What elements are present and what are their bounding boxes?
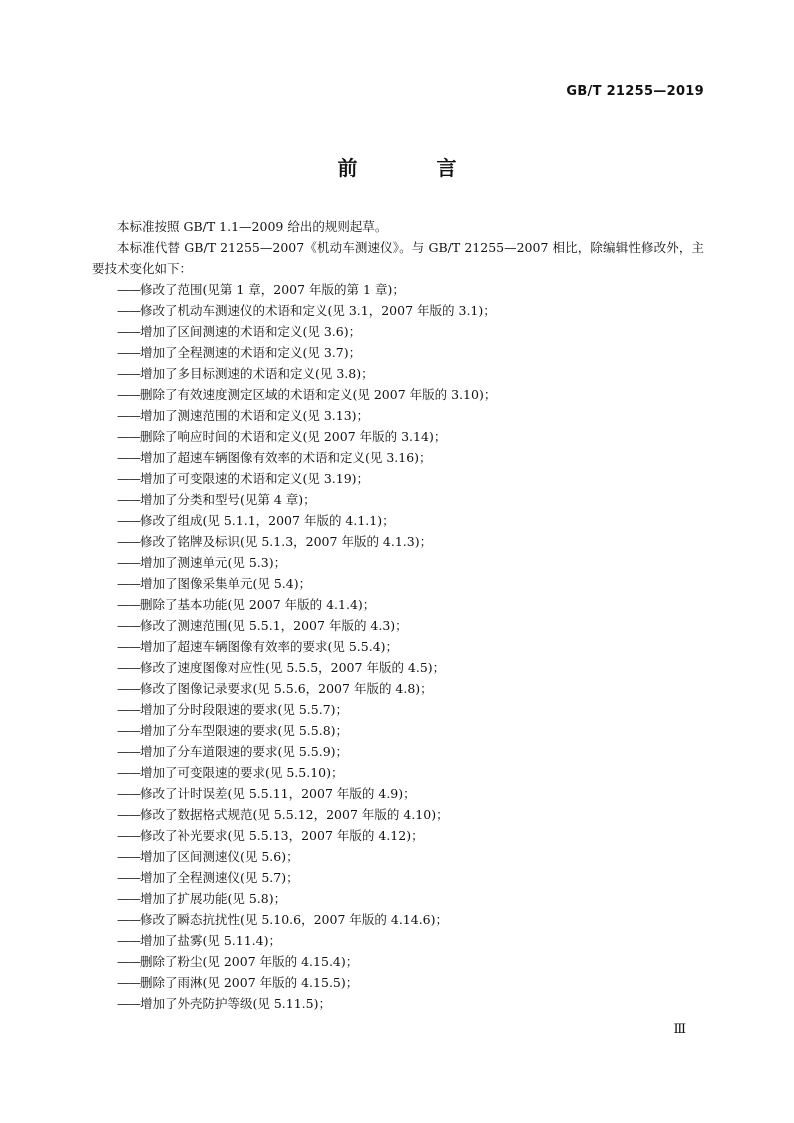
change-item-text: 修改了机动车测速仪的术语和定义(见 3.1，2007 年版的 3.1)； <box>140 303 496 318</box>
change-item-text: 修改了测速范围(见 5.5.1，2007 年版的 4.3)； <box>140 618 408 633</box>
item-dash: —— <box>117 912 140 927</box>
item-dash: —— <box>117 849 140 864</box>
change-list-item <box>92 384 704 405</box>
change-list-item <box>92 321 704 342</box>
page-number: Ⅲ <box>673 1022 686 1037</box>
change-list-item <box>92 804 704 825</box>
change-item-text: 增加了测速范围的术语和定义(见 3.13)； <box>140 408 370 423</box>
item-dash: —— <box>117 387 140 402</box>
change-list-item <box>92 615 704 636</box>
item-dash: —— <box>117 576 140 591</box>
item-dash: —— <box>117 282 140 297</box>
change-item-text: 增加了盐雾(见 5.11.4)； <box>140 933 281 948</box>
change-item-text: 增加了多目标测速的术语和定义(见 3.8)； <box>140 366 374 381</box>
change-list-item <box>92 741 704 762</box>
change-list-item <box>92 993 704 1014</box>
item-dash: —— <box>117 828 140 843</box>
change-item-text: 修改了瞬态抗扰性(见 5.10.6，2007 年版的 4.14.6)； <box>140 912 449 927</box>
item-dash: —— <box>117 765 140 780</box>
item-dash: —— <box>117 450 140 465</box>
change-item-text: 修改了组成(见 5.1.1，2007 年版的 4.1.1)； <box>140 513 395 528</box>
item-dash: —— <box>117 744 140 759</box>
item-dash: —— <box>117 555 140 570</box>
page-title: 前 言 <box>337 156 493 180</box>
item-dash: —— <box>117 366 140 381</box>
change-item-text: 增加了外壳防护等级(见 5.11.5)； <box>140 996 331 1011</box>
item-dash: —— <box>117 408 140 423</box>
change-list-item <box>92 636 704 657</box>
item-dash: —— <box>117 534 140 549</box>
change-item-text: 增加了分类和型号(见第 4 章)； <box>140 492 316 507</box>
change-item-text: 增加了超速车辆图像有效率的术语和定义(见 3.16)； <box>140 450 432 465</box>
change-list-item <box>92 426 704 447</box>
item-dash: —— <box>117 807 140 822</box>
change-item-text: 增加了扩展功能(见 5.8)； <box>140 891 287 906</box>
change-list-item <box>92 888 704 909</box>
change-item-text: 增加了分车道限速的要求(见 5.5.9)； <box>140 744 349 759</box>
change-list-item <box>92 909 704 930</box>
item-dash: —— <box>117 513 140 528</box>
change-list-item <box>92 972 704 993</box>
change-list-item <box>92 573 704 594</box>
change-list-item <box>92 468 704 489</box>
change-item-text: 增加了区间测速的术语和定义(见 3.6)； <box>140 324 362 339</box>
change-item-text: 增加了测速单元(见 5.3)； <box>140 555 287 570</box>
item-dash: —— <box>117 786 140 801</box>
item-dash: —— <box>117 303 140 318</box>
change-list-item <box>92 951 704 972</box>
item-dash: —— <box>117 870 140 885</box>
change-list-item <box>92 552 704 573</box>
change-item-text: 增加了全程测速仪(见 5.7)； <box>140 870 299 885</box>
change-list-item <box>92 300 704 321</box>
change-item-text: 修改了速度图像对应性(见 5.5.5，2007 年版的 4.5)； <box>140 660 446 675</box>
item-dash: —— <box>117 933 140 948</box>
item-dash: —— <box>117 954 140 969</box>
change-list-item <box>92 531 704 552</box>
change-item-text: 增加了全程测速的术语和定义(见 3.7)； <box>140 345 362 360</box>
change-list-item <box>92 783 704 804</box>
paragraph-replacement-note: 本标准代替 GB/T 21255—2007《机动车测速仪》。与 GB/T 21255—2007 相比，除编辑性修改外，主要技术变化如下： <box>92 240 704 276</box>
technical-changes-list <box>92 279 704 1014</box>
item-dash: —— <box>117 996 140 1011</box>
change-list-item <box>92 930 704 951</box>
change-item-text: 删除了基本功能(见 2007 年版的 4.1.4)； <box>140 597 376 612</box>
change-list-item <box>92 510 704 531</box>
change-item-text: 增加了图像采集单元(见 5.4)； <box>140 576 312 591</box>
change-item-text: 修改了补光要求(见 5.5.13，2007 年版的 4.12)； <box>140 828 424 843</box>
item-dash: —— <box>117 471 140 486</box>
change-item-text: 修改了图像记录要求(见 5.5.6，2007 年版的 4.8)； <box>140 681 433 696</box>
item-dash: —— <box>117 891 140 906</box>
item-dash: —— <box>117 597 140 612</box>
change-list-item <box>92 678 704 699</box>
change-item-text: 删除了雨淋(见 2007 年版的 4.15.5)； <box>140 975 359 990</box>
foreword-body <box>92 216 704 1014</box>
change-list-item <box>92 447 704 468</box>
item-dash: —— <box>117 618 140 633</box>
change-item-text: 增加了分时段限速的要求(见 5.5.7)； <box>140 702 349 717</box>
change-item-text: 增加了分车型限速的要求(见 5.5.8)； <box>140 723 349 738</box>
change-item-text: 增加了可变限速的要求(见 5.5.10)； <box>140 765 344 780</box>
change-list-item <box>92 762 704 783</box>
change-item-text: 增加了区间测速仪(见 5.6)； <box>140 849 299 864</box>
change-item-text: 增加了超速车辆图像有效率的要求(见 5.5.4)； <box>140 639 399 654</box>
change-item-text: 修改了范围(见第 1 章，2007 年版的第 1 章)； <box>140 282 405 297</box>
change-list-item <box>92 846 704 867</box>
change-item-text: 修改了铭牌及标识(见 5.1.3，2007 年版的 4.1.3)； <box>140 534 433 549</box>
change-item-text: 增加了可变限速的术语和定义(见 3.19)； <box>140 471 370 486</box>
change-list-item <box>92 720 704 741</box>
change-list-item <box>92 363 704 384</box>
change-list-item <box>92 279 704 300</box>
change-list-item <box>92 342 704 363</box>
change-list-item <box>92 825 704 846</box>
change-list-item <box>92 657 704 678</box>
change-item-text: 删除了粉尘(见 2007 年版的 4.15.4)； <box>140 954 359 969</box>
item-dash: —— <box>117 681 140 696</box>
item-dash: —— <box>117 702 140 717</box>
change-item-text: 修改了数据格式规范(见 5.5.12，2007 年版的 4.10)； <box>140 807 449 822</box>
item-dash: —— <box>117 324 140 339</box>
item-dash: —— <box>117 639 140 654</box>
item-dash: —— <box>117 975 140 990</box>
change-list-item <box>92 699 704 720</box>
change-list-item <box>92 489 704 510</box>
item-dash: —— <box>117 492 140 507</box>
change-list-item <box>92 867 704 888</box>
change-item-text: 删除了响应时间的术语和定义(见 2007 年版的 3.14)； <box>140 429 447 444</box>
change-item-text: 修改了计时误差(见 5.5.11，2007 年版的 4.9)； <box>140 786 416 801</box>
paragraph-drafting-rules: 本标准按照 GB/T 1.1—2009 给出的规则起草。 <box>117 219 388 234</box>
item-dash: —— <box>117 723 140 738</box>
standard-number: GB/T 21255—2019 <box>566 84 704 99</box>
item-dash: —— <box>117 345 140 360</box>
item-dash: —— <box>117 429 140 444</box>
item-dash: —— <box>117 660 140 675</box>
change-list-item <box>92 405 704 426</box>
change-item-text: 删除了有效速度测定区域的术语和定义(见 2007 年版的 3.10)； <box>140 387 497 402</box>
change-list-item <box>92 594 704 615</box>
